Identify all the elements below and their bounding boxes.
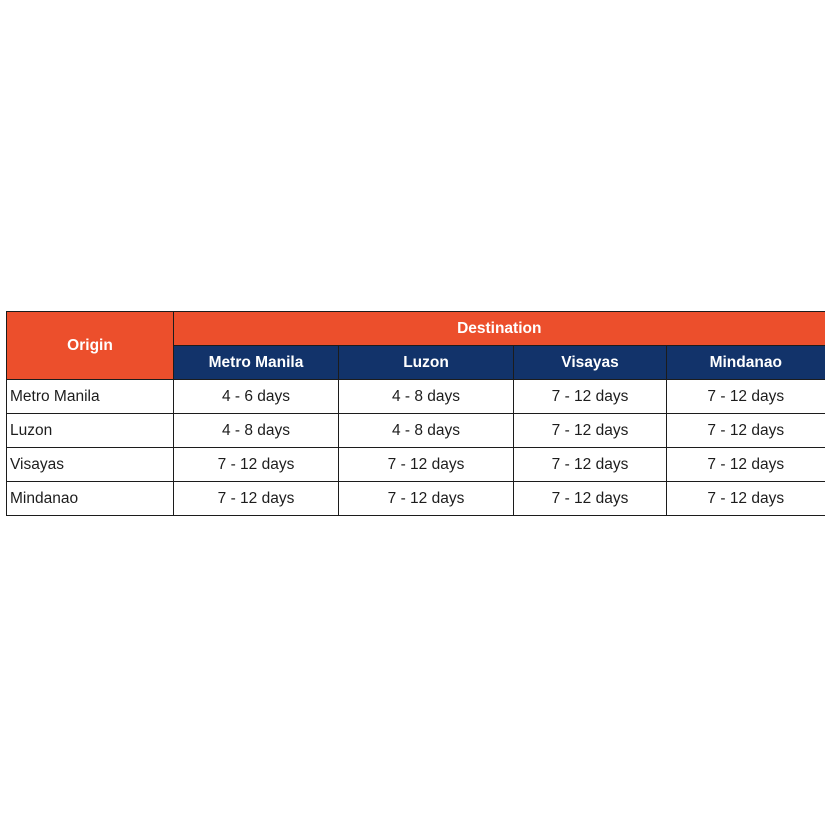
column-header-mindanao: Mindanao (667, 346, 825, 380)
origin-header: Origin (7, 312, 174, 380)
table-cell: 7 - 12 days (174, 448, 339, 482)
table-cell: 7 - 12 days (667, 482, 825, 516)
row-origin: Mindanao (7, 482, 174, 516)
table-cell: 7 - 12 days (514, 380, 667, 414)
table-cell: 4 - 8 days (339, 380, 514, 414)
table-cell: 4 - 6 days (174, 380, 339, 414)
table-row (7, 414, 825, 448)
table-cell: 7 - 12 days (339, 448, 514, 482)
delivery-time-table (6, 311, 825, 516)
table-cell: 7 - 12 days (514, 482, 667, 516)
column-header-visayas: Visayas (514, 346, 667, 380)
table-cell: 7 - 12 days (174, 482, 339, 516)
table-cell: 4 - 8 days (339, 414, 514, 448)
delivery-time-table-container (6, 311, 824, 516)
header-row-top (7, 312, 825, 346)
table-row (7, 448, 825, 482)
table-cell: 7 - 12 days (339, 482, 514, 516)
row-origin: Visayas (7, 448, 174, 482)
column-header-metro-manila: Metro Manila (174, 346, 339, 380)
table-cell: 7 - 12 days (514, 414, 667, 448)
table-cell: 7 - 12 days (514, 448, 667, 482)
table-row (7, 482, 825, 516)
row-origin: Luzon (7, 414, 174, 448)
table-cell: 7 - 12 days (667, 380, 825, 414)
table-row (7, 380, 825, 414)
table-cell: 7 - 12 days (667, 448, 825, 482)
column-header-luzon: Luzon (339, 346, 514, 380)
destination-header: Destination (174, 312, 825, 346)
table-cell: 4 - 8 days (174, 414, 339, 448)
row-origin: Metro Manila (7, 380, 174, 414)
table-cell: 7 - 12 days (667, 414, 825, 448)
